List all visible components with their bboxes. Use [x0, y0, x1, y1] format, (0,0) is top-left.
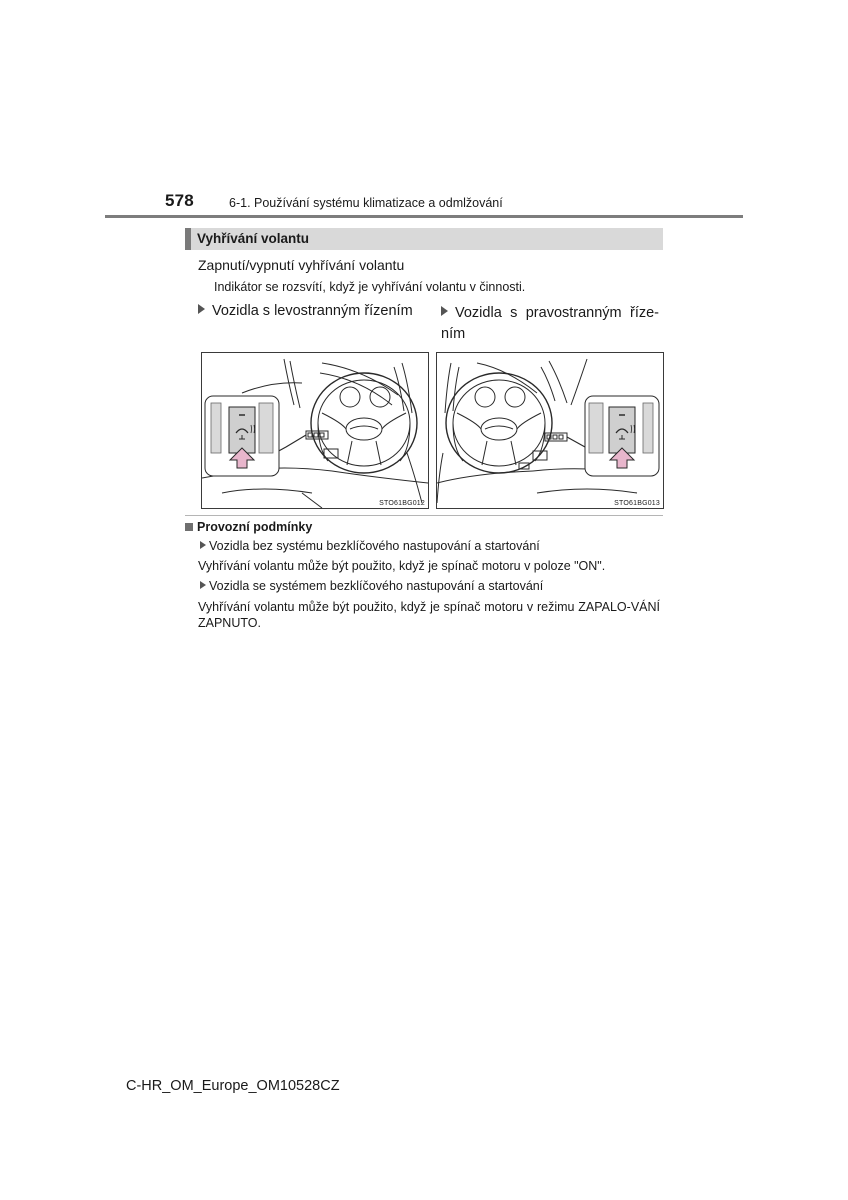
- lead-text: Zapnutí/vypnutí vyhřívání volantu: [198, 257, 405, 273]
- condition-item-2: [200, 579, 543, 593]
- indicator-note: Indikátor se rozsvítí, když je vyhřívání volantu v činnosti.: [214, 280, 526, 294]
- option-left-hand: [198, 303, 413, 319]
- conditions-divider: [185, 515, 663, 516]
- condition-item-2-label: Vozidla se systémem bezklíčového nastupování a startování: [209, 579, 544, 593]
- steering-wheel-illustration: [437, 353, 663, 508]
- condition-item-1-text: Vyhřívání volantu může být použito, když je spínač motoru v poloze "ON".: [198, 559, 606, 573]
- bullet-triangle-icon: [441, 306, 448, 316]
- page-number: 578: [165, 191, 194, 210]
- conditions-heading: [185, 520, 312, 534]
- bullet-triangle-icon: [200, 581, 206, 589]
- section-title-bar: [185, 228, 663, 250]
- conditions-heading-label: Provozní podmínky: [197, 520, 313, 534]
- square-bullet-icon: [185, 523, 193, 531]
- figure-code-right: STO61BG013: [614, 500, 660, 507]
- option-right-hand-label: Vozidla s pravostranným říze-ním: [441, 305, 659, 342]
- option-left-hand-label: Vozidla s levostranným řízením: [212, 303, 413, 319]
- section-accent: [185, 228, 191, 250]
- bullet-triangle-icon: [200, 541, 206, 549]
- footer-doc-code: C-HR_OM_Europe_OM10528CZ: [126, 1078, 340, 1094]
- figure-left-hand-drive: [201, 352, 429, 509]
- chapter-heading: 6-1. Používání systému klimatizace a odmlžování: [229, 196, 503, 210]
- figure-code-left: STO61BG012: [379, 500, 425, 507]
- header-divider: [105, 215, 743, 218]
- condition-item-1-label: Vozidla bez systému bezklíčového nastupování a startování: [209, 539, 540, 553]
- condition-item-1: [200, 539, 540, 553]
- steering-wheel-illustration: [202, 353, 428, 508]
- condition-item-2-text: Vyhřívání volantu může být použito, když je spínač motoru v režimu ZAPALO-VÁNÍ ZAPNUTO.: [198, 600, 660, 630]
- bullet-triangle-icon: [198, 304, 205, 314]
- figure-right-hand-drive: [436, 352, 664, 509]
- option-right-hand: [441, 303, 659, 345]
- section-title: Vyhřívání volantu: [197, 231, 310, 246]
